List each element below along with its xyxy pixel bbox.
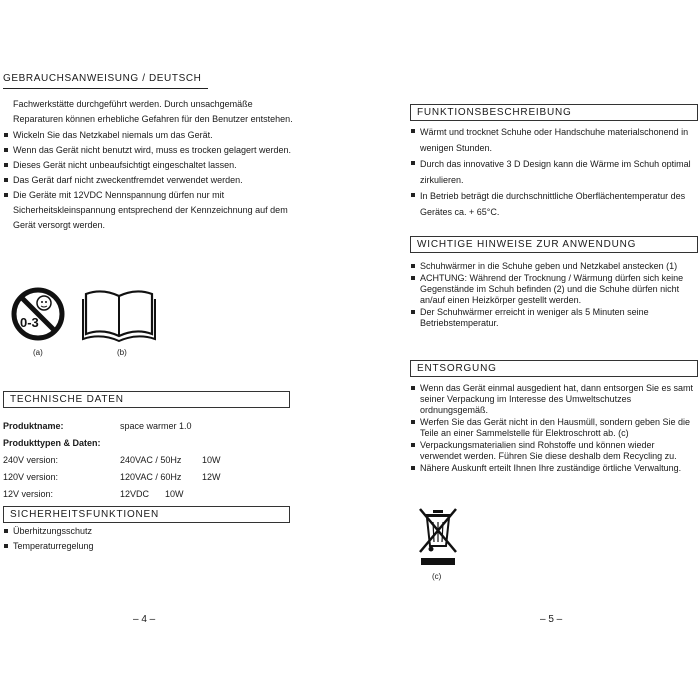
- safety-functions-heading: SICHERHEITSFUNKTIONEN: [3, 506, 290, 523]
- right-page: [350, 0, 700, 700]
- table-row: [3, 469, 293, 486]
- product-name-value: space warmer 1.0: [120, 421, 192, 431]
- function-heading: FUNKTIONSBESCHREIBUNG: [410, 104, 698, 121]
- icon-c-caption: (c): [432, 572, 442, 581]
- list-item: Dieses Gerät nicht unbeaufsichtigt eingeschaltet lassen.: [3, 158, 300, 173]
- list-item: Nähere Auskunft erteilt Ihnen Ihre zuständige örtliche Verwaltung.: [410, 463, 698, 474]
- tech-data-table: [3, 418, 293, 503]
- voltage-value: 240VAC / 50Hz: [120, 455, 182, 465]
- table-row: [3, 452, 293, 469]
- safety-functions-list: [3, 524, 293, 554]
- continued-text: Fachwerkstätte durchgeführt werden. Durch unsachgemäße Reparaturen können erhebliche Gefahren für den Benutzer entstehen.: [13, 99, 293, 124]
- voltage-value: 12VDC: [120, 489, 150, 499]
- list-item: Temperaturregelung: [3, 539, 293, 554]
- version-label: 12V version:: [3, 489, 54, 499]
- list-item: Schuhwärmer in die Schuhe geben und Netzkabel anstecken (1): [410, 261, 698, 272]
- page-number: – 4 –: [133, 614, 156, 625]
- list-item: Wenn das Gerät einmal ausgedient hat, dann entsorgen Sie es samt seiner Verpackung im Interesse des Umweltschutzes ordnungsgemäß.: [410, 383, 698, 416]
- table-row: [3, 435, 293, 452]
- list-item: Das Gerät darf nicht zweckentfremdet verwendet werden.: [3, 173, 300, 188]
- table-row: [3, 486, 293, 503]
- power-value: 10W: [202, 455, 221, 465]
- version-label: 240V version:: [3, 455, 59, 465]
- tech-data-heading: TECHNISCHE DATEN: [3, 391, 290, 408]
- list-item: ACHTUNG: Während der Trocknung / Wärmung dürfen sich keine Gegenstände im Schuh befinden (2) und die Schuhe dürfen nicht an/auf einen Heizkörper gestellt werden.: [410, 273, 698, 306]
- list-item: Verpackungsmaterialien sind Rohstoffe und können wieder verwendet werden. Führen Sie diese deshalb dem Recycling zu.: [410, 440, 698, 462]
- list-item: Durch das innovative 3 D Design kann die Wärme im Schuh optimal zirkulieren.: [410, 156, 698, 188]
- list-item: Wenn das Gerät nicht benutzt wird, muss es trocken gelagert werden.: [3, 143, 300, 158]
- no-children-0-3-icon: [11, 287, 65, 341]
- version-label: 120V version:: [3, 472, 59, 482]
- usage-list: [410, 261, 698, 330]
- icon-a-caption: (a): [33, 348, 43, 357]
- page-number: – 5 –: [540, 614, 563, 625]
- product-name-label: Produktname:: [3, 421, 64, 431]
- list-item: In Betrieb beträgt die durchschnittliche Oberflächentemperatur des Gerätes ca. + 65°C.: [410, 188, 698, 220]
- disposal-list: [410, 383, 698, 475]
- disposal-heading: ENTSORGUNG: [410, 360, 698, 377]
- list-item: Überhitzungsschutz: [3, 524, 293, 539]
- crossed-out-wheelie-bin-icon: [417, 506, 459, 568]
- icon-b-caption: (b): [117, 348, 127, 357]
- list-item: Die Geräte mit 12VDC Nennspannung dürfen nur mit Sicherheitskleinspannung entsprechend der Kennzeichnung auf dem Gerät versorgt werden.: [3, 188, 300, 233]
- read-manual-book-icon: [80, 288, 158, 344]
- list-item: Wärmt und trocknet Schuhe oder Handschuhe materialschonend in wenigen Stunden.: [410, 124, 698, 156]
- list-item: Wickeln Sie das Netzkabel niemals um das Gerät.: [3, 128, 300, 143]
- age-label: 0-3: [20, 315, 39, 330]
- product-types-label: Produkttypen & Daten:: [3, 438, 101, 448]
- power-value: 12W: [202, 472, 221, 482]
- list-item: Werfen Sie das Gerät nicht in den Hausmüll, sondern geben Sie die Teile an einer Sammelstelle für Elektroschrott ab. (c): [410, 417, 698, 439]
- function-list: [410, 124, 698, 220]
- power-value: 10W: [165, 489, 184, 499]
- section-title: GEBRAUCHSANWEISUNG / DEUTSCH: [3, 73, 208, 89]
- voltage-value: 120VAC / 60Hz: [120, 472, 182, 482]
- table-row: [3, 418, 293, 435]
- safety-text-block: [3, 97, 300, 233]
- usage-heading: WICHTIGE HINWEISE ZUR ANWENDUNG: [410, 236, 698, 253]
- list-item: Der Schuhwärmer erreicht in weniger als 5 Minuten seine Betriebstemperatur.: [410, 307, 698, 329]
